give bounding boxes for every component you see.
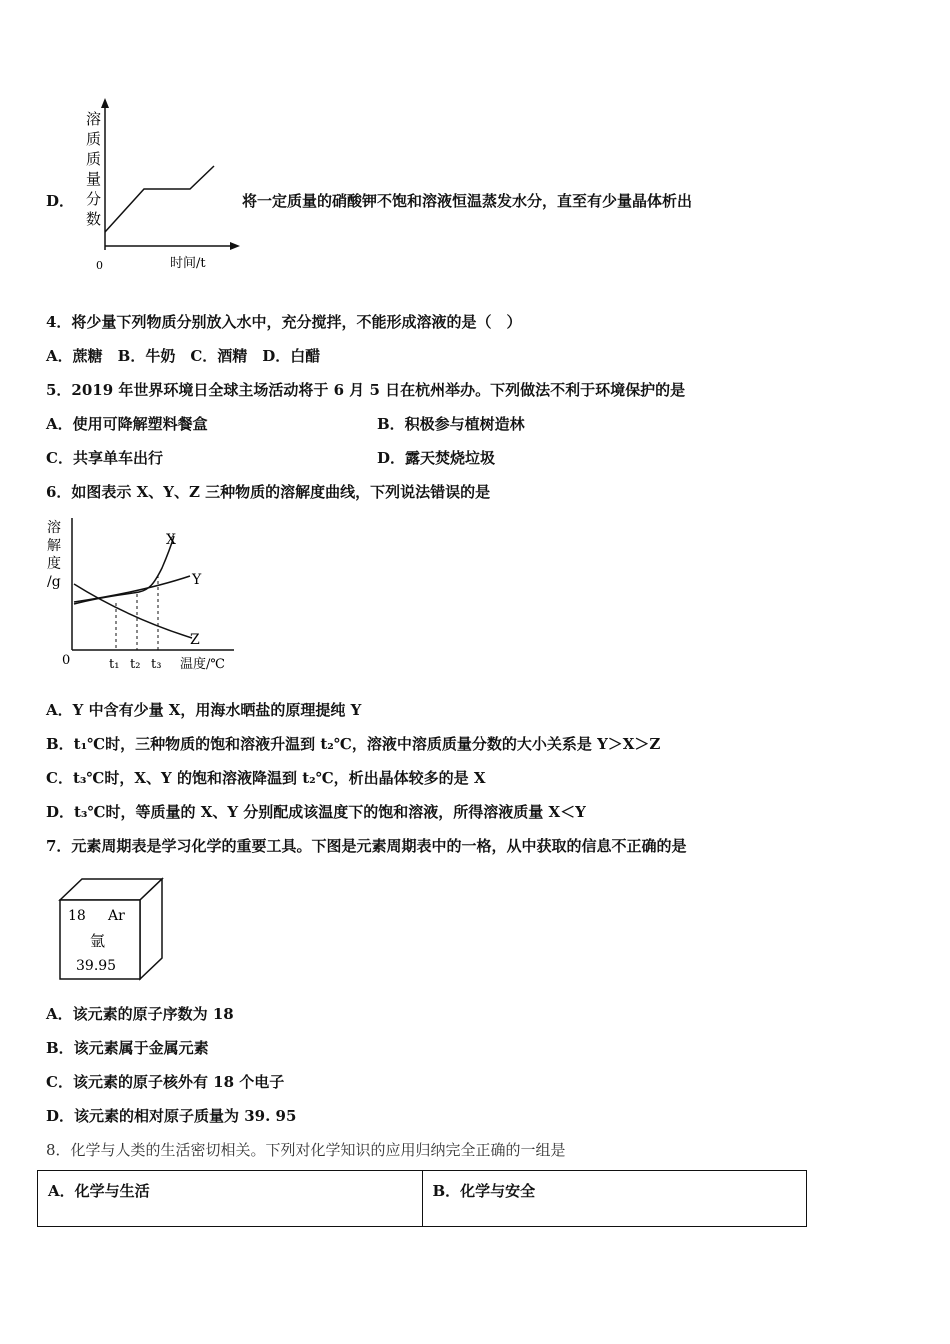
x-axis-arrow [230, 242, 240, 250]
q6-option-c: C．t₃℃时，X、Y 的饱和溶液降温到 t₂℃，析出晶体较多的是 X [46, 769, 486, 787]
y-label-char: /g [47, 574, 61, 590]
q5-option-b: B．积极参与植树造林 [377, 415, 525, 433]
tick-label: t₁ [109, 657, 120, 672]
x-axis-label: 时间/t [170, 256, 206, 271]
element-name: 氩 [90, 932, 106, 950]
q5-option-a: A．使用可降解塑料餐盒 [46, 415, 208, 433]
tick-label: t₃ [151, 657, 162, 672]
q4-options: A．蔗糖 B．牛奶 C．酒精 D．白醋 [46, 347, 321, 365]
q7-option-d: D．该元素的相对原子质量为 39. 95 [46, 1107, 297, 1125]
q3-solute-mass-graph [74, 96, 244, 276]
y-label-char: 质 [86, 150, 102, 168]
curve-label-y: Y [192, 572, 202, 588]
q7-stem: 7．元素周期表是学习化学的重要工具。下图是元素周期表中的一格，从中获取的信息不正确的是 [46, 837, 687, 855]
q3-option-d-text: 将一定质量的硝酸钾不饱和溶液恒温蒸发水分，直至有少量晶体析出 [242, 192, 693, 210]
curve-z [74, 584, 192, 638]
q5-option-d: D．露天焚烧垃圾 [377, 449, 496, 467]
q8-cell-b: B．化学与安全 [422, 1171, 807, 1227]
y-axis-arrow [101, 98, 109, 108]
q6-option-a: A．Y 中含有少量 X，用海水晒盐的原理提纯 Y [46, 701, 362, 719]
y-label-char: 量 [86, 170, 102, 188]
q7-option-c: C．该元素的原子核外有 18 个电子 [46, 1073, 285, 1091]
periodic-table-cell [56, 876, 168, 982]
q4-stem: 4．将少量下列物质分别放入水中，充分搅拌，不能形成溶液的是（ ） [46, 313, 522, 331]
q8-cell-a: A．化学与生活 [38, 1171, 423, 1227]
tick-label: t₂ [130, 657, 141, 672]
y-label-char: 度 [47, 556, 61, 572]
element-symbol: Ar [108, 908, 125, 924]
atomic-number: 18 [68, 908, 86, 924]
y-label-char: 解 [47, 538, 61, 554]
x-axis-label: 温度/℃ [180, 657, 225, 672]
y-label-char: 数 [86, 210, 102, 228]
curve-label-z: Z [190, 632, 200, 648]
q5-stem: 5．2019 年世界环境日全球主场活动将于 6 月 5 日在杭州举办。下列做法不利于环境保护的是 [46, 381, 686, 399]
y-label-char: 溶 [47, 520, 61, 536]
y-label-char: 分 [86, 190, 102, 208]
q3-option-d-label: D． [46, 192, 75, 210]
origin-label: 0 [62, 653, 71, 668]
table-row [38, 1171, 807, 1227]
q6-option-d: D．t₃℃时，等质量的 X、Y 分别配成该温度下的饱和溶液，所得溶液质量 X＜Y [46, 803, 586, 821]
q8-stem: 8．化学与人类的生活密切相关。下列对化学知识的应用归纳完全正确的一组是 [46, 1141, 566, 1159]
q6-option-b: B．t₁℃时，三种物质的饱和溶液升温到 t₂℃，溶液中溶质质量分数的大小关系是 Y＞X＞Z [46, 735, 661, 753]
q7-option-a: A．该元素的原子序数为 18 [46, 1005, 234, 1023]
atomic-mass: 39.95 [76, 958, 117, 974]
y-label-char: 质 [86, 130, 102, 148]
y-label-char: 溶 [86, 110, 102, 128]
curve-label-x: X [166, 532, 176, 548]
mass-fraction-curve [105, 166, 214, 232]
origin-label: 0 [96, 259, 103, 272]
q8-table [37, 1170, 807, 1227]
q6-stem: 6．如图表示 X、Y、Z 三种物质的溶解度曲线，下列说法错误的是 [46, 483, 491, 501]
curve-y [74, 576, 190, 602]
q6-solubility-graph [44, 514, 244, 676]
q7-option-b: B．该元素属于金属元素 [46, 1039, 209, 1057]
q5-option-c: C．共享单车出行 [46, 449, 163, 467]
